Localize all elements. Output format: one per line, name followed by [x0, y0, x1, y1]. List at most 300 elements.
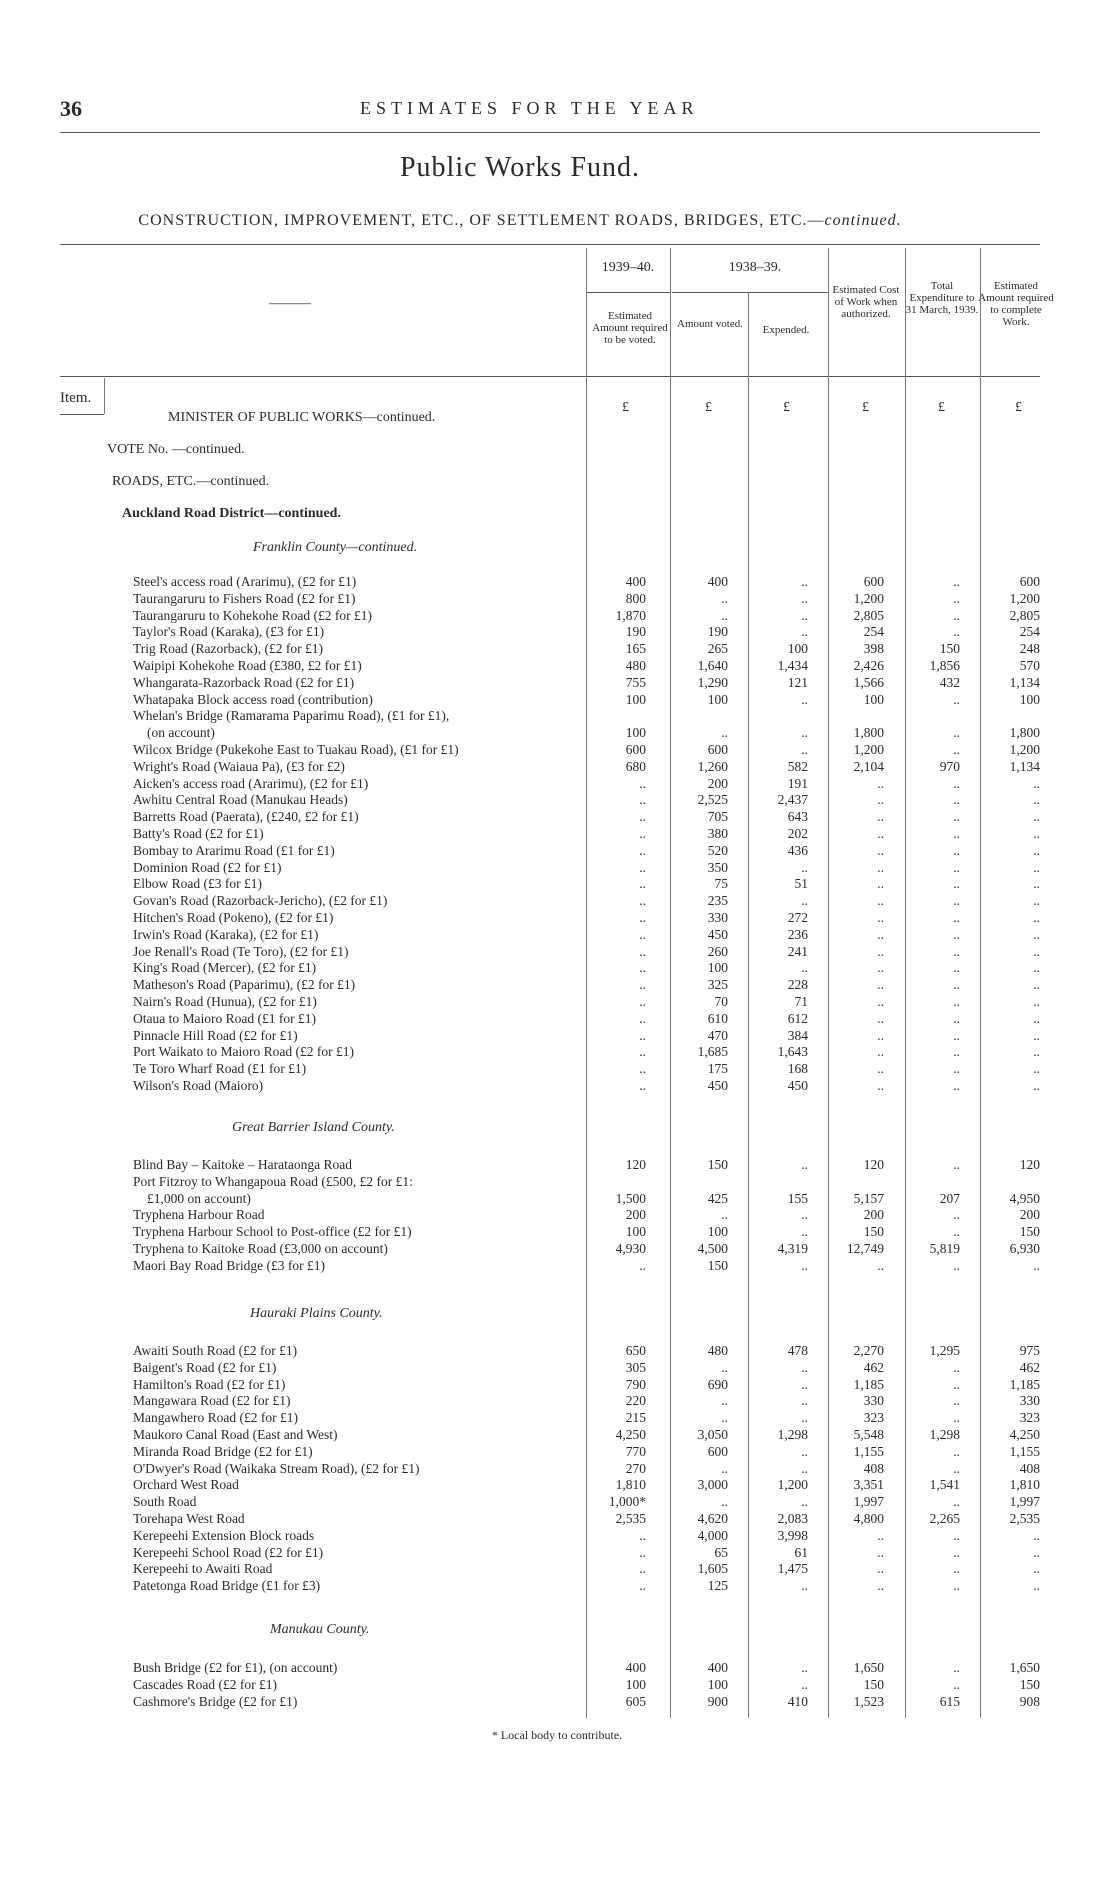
row-value: 100	[707, 960, 728, 976]
row-value: ..	[721, 607, 728, 623]
table-row	[133, 1528, 1053, 1544]
row-value: 100	[787, 641, 808, 657]
currency-symbol: £	[938, 400, 945, 415]
row-value: ..	[877, 1561, 884, 1577]
row-value: ..	[953, 1078, 960, 1093]
row-description: Cascades Road (£2 for £1)	[133, 1676, 277, 1692]
row-value: ..	[801, 1494, 808, 1510]
row-value: ..	[639, 994, 646, 1009]
row-value: 61	[794, 1544, 808, 1560]
row-value: 680	[625, 758, 646, 774]
item-rule	[60, 414, 104, 415]
row-value: 400	[625, 1660, 646, 1675]
row-value: ..	[639, 910, 646, 925]
row-value: 600	[1019, 574, 1040, 589]
row-value: 400	[707, 574, 728, 589]
row-value: ..	[953, 1660, 960, 1675]
row-value: 5,157	[853, 1190, 884, 1206]
header-rule	[60, 132, 1040, 133]
row-value: 1,800	[853, 725, 884, 741]
section-roads: ROADS, ETC.—continued.	[112, 474, 270, 489]
row-value: ..	[953, 809, 960, 825]
page-header	[60, 96, 1040, 126]
row-value: 450	[707, 1078, 728, 1093]
row-description: Hamilton's Road (£2 for £1)	[133, 1376, 286, 1392]
row-value: 462	[1019, 1359, 1040, 1375]
row-value: 323	[1019, 1410, 1040, 1426]
row-value: ..	[639, 960, 646, 976]
row-value: 410	[787, 1693, 808, 1709]
page-title: Public Works Fund.	[399, 152, 641, 183]
row-value: 120	[1019, 1157, 1040, 1172]
row-description: Govan's Road (Razorback-Jericho), (£2 for £1)	[133, 893, 388, 909]
row-value: 1,870	[615, 607, 646, 623]
row-value: 71	[794, 994, 808, 1009]
section-district: Auckland Road District—continued.	[122, 506, 341, 521]
row-value: 1,200	[1009, 590, 1040, 606]
row-value: 4,620	[697, 1511, 728, 1526]
table-row	[133, 1494, 1053, 1510]
row-value: 100	[1019, 691, 1040, 707]
row-value: 970	[939, 758, 960, 774]
row-value: ..	[801, 742, 808, 757]
row-value: ..	[721, 1410, 728, 1426]
row-description: Maori Bay Road Bridge (£3 for £1)	[133, 1257, 325, 1273]
table-row	[133, 776, 1053, 792]
row-value: 612	[787, 1010, 808, 1026]
row-value: 260	[707, 943, 728, 959]
row-value: ..	[953, 691, 960, 707]
row-value: ..	[877, 960, 884, 976]
row-value: ..	[953, 607, 960, 623]
row-value: ..	[877, 1544, 884, 1560]
row-value: 190	[625, 624, 646, 640]
row-value: ..	[877, 775, 884, 791]
row-value: 248	[1019, 641, 1040, 657]
table-row	[133, 1258, 1053, 1274]
row-value: 100	[625, 1224, 646, 1240]
row-value: 330	[863, 1393, 884, 1409]
row-description: Barretts Road (Paerata), (£240, £2 for £1)	[133, 809, 359, 825]
currency-symbol: £	[622, 400, 629, 415]
row-value: ..	[721, 725, 728, 741]
row-value: 228	[787, 977, 808, 993]
row-value: 4,250	[615, 1427, 646, 1442]
row-value: ..	[801, 1207, 808, 1223]
row-value: 4,250	[1009, 1427, 1040, 1442]
row-value: ..	[953, 1544, 960, 1560]
row-value: ..	[877, 792, 884, 808]
row-value: ..	[639, 859, 646, 875]
row-value: 1,200	[853, 590, 884, 606]
row-value: ..	[1033, 1078, 1040, 1093]
row-description: Elbow Road (£3 for £1)	[133, 876, 262, 892]
table-row	[133, 1157, 1053, 1173]
row-value: ..	[639, 1561, 646, 1577]
row-value: ..	[801, 1359, 808, 1375]
row-value: ..	[639, 893, 646, 909]
col-amount-voted: Amount voted.	[677, 318, 743, 330]
row-value: 150	[1019, 1224, 1040, 1240]
table-row	[133, 1660, 1053, 1676]
table-row	[133, 1444, 1053, 1460]
row-value: 2,535	[615, 1511, 646, 1526]
row-value: ..	[1033, 977, 1040, 993]
row-value: ..	[877, 876, 884, 892]
row-description: Tryphena Harbour Road	[133, 1207, 265, 1223]
row-description: Whatapaka Block access road (contribution)	[133, 691, 373, 707]
row-description: Mangawhero Road (£2 for £1)	[133, 1410, 298, 1426]
row-value: ..	[639, 1527, 646, 1543]
county-manukau: Manukau County.	[270, 1622, 370, 1637]
row-value: 100	[707, 1676, 728, 1692]
table-row	[133, 860, 1053, 876]
row-value: ..	[801, 1578, 808, 1594]
row-description: Waipipi Kohekohe Road (£380, £2 for £1)	[133, 658, 362, 673]
row-value: 2,104	[853, 758, 884, 774]
row-value: 643	[787, 809, 808, 825]
row-description: Port Fitzroy to Whangapoua Road (£500, £2 for £1:	[133, 1173, 413, 1189]
currency-symbol: £	[783, 400, 790, 415]
row-value: ..	[721, 1359, 728, 1375]
table-row	[133, 1578, 1053, 1594]
row-description: Dominion Road (£2 for £1)	[133, 859, 282, 875]
row-value: 305	[625, 1359, 646, 1375]
row-value: ..	[1033, 994, 1040, 1009]
table-row	[133, 624, 1053, 640]
row-value: ..	[877, 1578, 884, 1594]
row-description: Matheson's Road (Paparimu), (£2 for £1)	[133, 977, 356, 993]
row-value: ..	[953, 1494, 960, 1510]
row-value: 400	[707, 1660, 728, 1675]
table-row	[133, 675, 1053, 691]
row-value: 1,185	[853, 1376, 884, 1392]
row-value: ..	[953, 1676, 960, 1692]
row-value: ..	[953, 792, 960, 808]
row-description: Blind Bay – Kaitoke – Harataonga Road	[133, 1157, 352, 1172]
row-description: King's Road (Mercer), (£2 for £1)	[133, 960, 317, 976]
row-value: ..	[721, 1207, 728, 1223]
row-value: ..	[801, 1224, 808, 1240]
row-description: Kerepeehi Extension Block roads	[133, 1527, 315, 1543]
row-value: 1,298	[777, 1427, 808, 1442]
row-value: ..	[1033, 1027, 1040, 1043]
row-value: 236	[787, 926, 808, 942]
table-row	[133, 1677, 1053, 1693]
table-row	[133, 876, 1053, 892]
currency-symbol: £	[862, 400, 869, 415]
row-value: ..	[953, 1359, 960, 1375]
table-row	[133, 1461, 1053, 1477]
row-value: 600	[863, 574, 884, 589]
row-value: ..	[953, 574, 960, 589]
row-value: ..	[639, 1257, 646, 1273]
row-value: 600	[707, 742, 728, 757]
row-value: ..	[639, 1078, 646, 1093]
row-value: 470	[707, 1027, 728, 1043]
row-value: 323	[863, 1410, 884, 1426]
row-value: ..	[953, 926, 960, 942]
row-value: ..	[639, 1027, 646, 1043]
row-value: 1,566	[853, 674, 884, 690]
row-description: South Road	[133, 1494, 197, 1510]
row-value: ..	[639, 977, 646, 993]
row-value: 2,270	[853, 1343, 884, 1358]
row-description: Hitchen's Road (Pokeno), (£2 for £1)	[133, 910, 334, 925]
row-value: ..	[953, 893, 960, 909]
row-value: 150	[707, 1157, 728, 1172]
row-value: 215	[625, 1410, 646, 1426]
row-value: ..	[801, 1376, 808, 1392]
table-row	[133, 692, 1053, 708]
row-value: ..	[953, 1578, 960, 1594]
row-value: ..	[639, 1044, 646, 1060]
row-value: ..	[801, 1443, 808, 1459]
row-value: ..	[877, 842, 884, 858]
row-value: ..	[953, 1224, 960, 1240]
row-value: ..	[801, 624, 808, 640]
row-description: Irwin's Road (Karaka), (£2 for £1)	[133, 926, 319, 942]
row-value: 705	[707, 809, 728, 825]
row-value: ..	[1033, 876, 1040, 892]
row-description: Awaiti South Road (£2 for £1)	[133, 1343, 298, 1358]
row-value: 272	[787, 910, 808, 925]
row-value: ..	[877, 994, 884, 1009]
item-column-label: Item.	[60, 390, 92, 406]
row-description: Mangawara Road (£2 for £1)	[133, 1393, 291, 1409]
table-row	[133, 1427, 1053, 1443]
column-dash: ———	[269, 296, 311, 311]
table-row	[133, 994, 1053, 1010]
row-description: Wright's Road (Waiaua Pa), (£3 for £2)	[133, 758, 345, 774]
row-value: 1,185	[1009, 1376, 1040, 1392]
row-value: ..	[953, 1561, 960, 1577]
row-description: Trig Road (Razorback), (£2 for £1)	[133, 641, 323, 657]
column-header-rule	[60, 376, 1040, 377]
currency-symbol: £	[1015, 400, 1022, 415]
row-value: ..	[639, 842, 646, 858]
row-value: ..	[801, 1460, 808, 1476]
table-row	[133, 1028, 1053, 1044]
row-description: Kerepeehi School Road (£2 for £1)	[133, 1544, 324, 1560]
row-value: ..	[953, 876, 960, 892]
row-value: 100	[863, 691, 884, 707]
row-value: 175	[707, 1061, 728, 1077]
row-value: 2,535	[1009, 1511, 1040, 1526]
row-value: 200	[707, 775, 728, 791]
row-value: ..	[639, 826, 646, 841]
row-value: ..	[1033, 960, 1040, 976]
row-value: 1,856	[929, 658, 960, 673]
row-value: 100	[625, 1676, 646, 1692]
table-row	[133, 1174, 1053, 1190]
row-value: 2,083	[777, 1511, 808, 1526]
table-row	[133, 1694, 1053, 1710]
row-description: Whangarata-Razorback Road (£2 for £1)	[133, 674, 355, 690]
row-value: ..	[953, 1443, 960, 1459]
row-description: Pinnacle Hill Road (£2 for £1)	[133, 1027, 298, 1043]
row-value: ..	[877, 1257, 884, 1273]
row-value: 150	[939, 641, 960, 657]
row-value: 120	[863, 1157, 884, 1172]
row-value: ..	[953, 1061, 960, 1077]
row-value: ..	[877, 977, 884, 993]
table-row	[133, 1343, 1053, 1359]
year-rule	[672, 292, 828, 293]
table-row	[133, 1360, 1053, 1376]
row-value: 155	[787, 1190, 808, 1206]
row-value: ..	[877, 910, 884, 925]
table-row	[133, 708, 1053, 724]
row-value: ..	[953, 1010, 960, 1026]
row-description: Wilson's Road (Maioro)	[133, 1078, 264, 1093]
row-value: ..	[953, 826, 960, 841]
row-value: 908	[1019, 1693, 1040, 1709]
row-value: ..	[877, 893, 884, 909]
row-value: ..	[877, 1061, 884, 1077]
row-value: 1,200	[1009, 742, 1040, 757]
row-value: 1,298	[929, 1427, 960, 1442]
row-value: ..	[953, 590, 960, 606]
row-value: 462	[863, 1359, 884, 1375]
row-value: ..	[801, 893, 808, 909]
row-value: ..	[1033, 1544, 1040, 1560]
row-value: ..	[1033, 893, 1040, 909]
row-value: ..	[801, 1410, 808, 1426]
row-value: 478	[787, 1343, 808, 1358]
row-value: 200	[625, 1207, 646, 1223]
row-value: 100	[707, 1224, 728, 1240]
row-value: ..	[1033, 775, 1040, 791]
row-description: Tryphena Harbour School to Post-office (£2 for £1)	[133, 1224, 412, 1240]
row-value: 235	[707, 893, 728, 909]
table-row	[133, 809, 1053, 825]
row-value: 1,640	[697, 658, 728, 673]
row-description: Kerepeehi to Awaiti Road	[133, 1561, 273, 1577]
row-value: 600	[625, 742, 646, 757]
row-value: 4,930	[615, 1241, 646, 1256]
row-value: ..	[801, 859, 808, 875]
row-value: ..	[877, 1010, 884, 1026]
col-estimated-cost: Estimated Cost of Work when authorized.	[832, 284, 900, 320]
row-value: 425	[707, 1190, 728, 1206]
row-value: 100	[625, 691, 646, 707]
table-row	[133, 826, 1053, 842]
table-row	[133, 1545, 1053, 1561]
row-value: ..	[639, 1578, 646, 1594]
row-value: 254	[1019, 624, 1040, 640]
row-value: 12,749	[846, 1241, 884, 1256]
table-row	[133, 927, 1053, 943]
year-rule-2	[586, 292, 670, 293]
row-value: 2,426	[853, 658, 884, 673]
year-1939-40: 1939–40.	[601, 260, 655, 275]
row-value: 191	[787, 775, 808, 791]
row-value: 202	[787, 826, 808, 841]
table-row	[133, 910, 1053, 926]
row-value: ..	[721, 1460, 728, 1476]
row-value: 150	[863, 1224, 884, 1240]
table-row	[133, 742, 1053, 758]
row-value: ..	[1033, 1061, 1040, 1077]
page-subtitle	[0, 212, 1040, 230]
row-value: 1,434	[777, 658, 808, 673]
row-value: ..	[639, 775, 646, 791]
footnote: * Local body to contribute.	[491, 1728, 623, 1742]
row-description: Nairn's Road (Hunua), (£2 for £1)	[133, 994, 317, 1009]
table-row	[133, 843, 1053, 859]
row-value: ..	[1033, 842, 1040, 858]
row-value: ..	[953, 1257, 960, 1273]
row-value: 4,800	[853, 1511, 884, 1526]
row-value: 1,650	[853, 1660, 884, 1675]
row-value: 4,950	[1009, 1190, 1040, 1206]
county-franklin: Franklin County—continued.	[253, 540, 418, 555]
col-total-expenditure: Total Expenditure to 31 March, 1939.	[905, 280, 979, 316]
row-value: ..	[1033, 1527, 1040, 1543]
section-vote: VOTE No. —continued.	[107, 442, 245, 457]
row-description: (on account)	[147, 725, 215, 741]
row-value: 1,523	[853, 1693, 884, 1709]
row-value: ..	[1033, 826, 1040, 841]
row-value: 330	[1019, 1393, 1040, 1409]
county-great-barrier: Great Barrier Island County.	[232, 1120, 395, 1135]
row-value: 3,000	[697, 1477, 728, 1493]
row-value: ..	[877, 826, 884, 841]
row-description: Steel's access road (Ararimu), (£2 for £1)	[133, 574, 357, 589]
row-value: ..	[953, 977, 960, 993]
table-row	[133, 1477, 1053, 1493]
row-value: 432	[939, 674, 960, 690]
row-value: 1,541	[929, 1477, 960, 1493]
currency-symbol: £	[705, 400, 712, 415]
row-description: Taurangaruru to Kohekohe Road (£2 for £1)	[133, 607, 372, 623]
row-value: ..	[953, 994, 960, 1009]
row-value: 207	[939, 1190, 960, 1206]
table-row	[133, 944, 1053, 960]
row-value: ..	[721, 1494, 728, 1510]
row-value: ..	[639, 876, 646, 892]
row-value: 582	[787, 758, 808, 774]
row-description: O'Dwyer's Road (Waikaka Stream Road), (£2 for £1)	[133, 1460, 420, 1476]
row-value: 770	[625, 1443, 646, 1459]
row-value: 1,134	[1009, 674, 1040, 690]
row-description: Batty's Road (£2 for £1)	[133, 826, 264, 841]
row-value: 1,295	[929, 1343, 960, 1358]
row-value: ..	[953, 859, 960, 875]
row-value: 150	[863, 1676, 884, 1692]
row-description: Torehapa West Road	[133, 1511, 245, 1526]
row-value: ..	[1033, 1578, 1040, 1594]
row-description: Port Waikato to Maioro Road (£2 for £1)	[133, 1044, 355, 1060]
row-value: 165	[625, 641, 646, 657]
table-row	[133, 574, 1053, 590]
row-value: 5,548	[853, 1427, 884, 1442]
row-value: ..	[801, 590, 808, 606]
row-value: ..	[1033, 1257, 1040, 1273]
row-value: 1,643	[777, 1044, 808, 1060]
table-row	[133, 1393, 1053, 1409]
row-value: ..	[953, 1157, 960, 1172]
row-value: 100	[707, 691, 728, 707]
row-value: 690	[707, 1376, 728, 1392]
row-value: 125	[707, 1578, 728, 1594]
row-value: 520	[707, 842, 728, 858]
row-description: Maukoro Canal Road (East and West)	[133, 1427, 338, 1442]
table-row	[133, 1511, 1053, 1527]
row-value: 190	[707, 624, 728, 640]
row-value: ..	[801, 607, 808, 623]
